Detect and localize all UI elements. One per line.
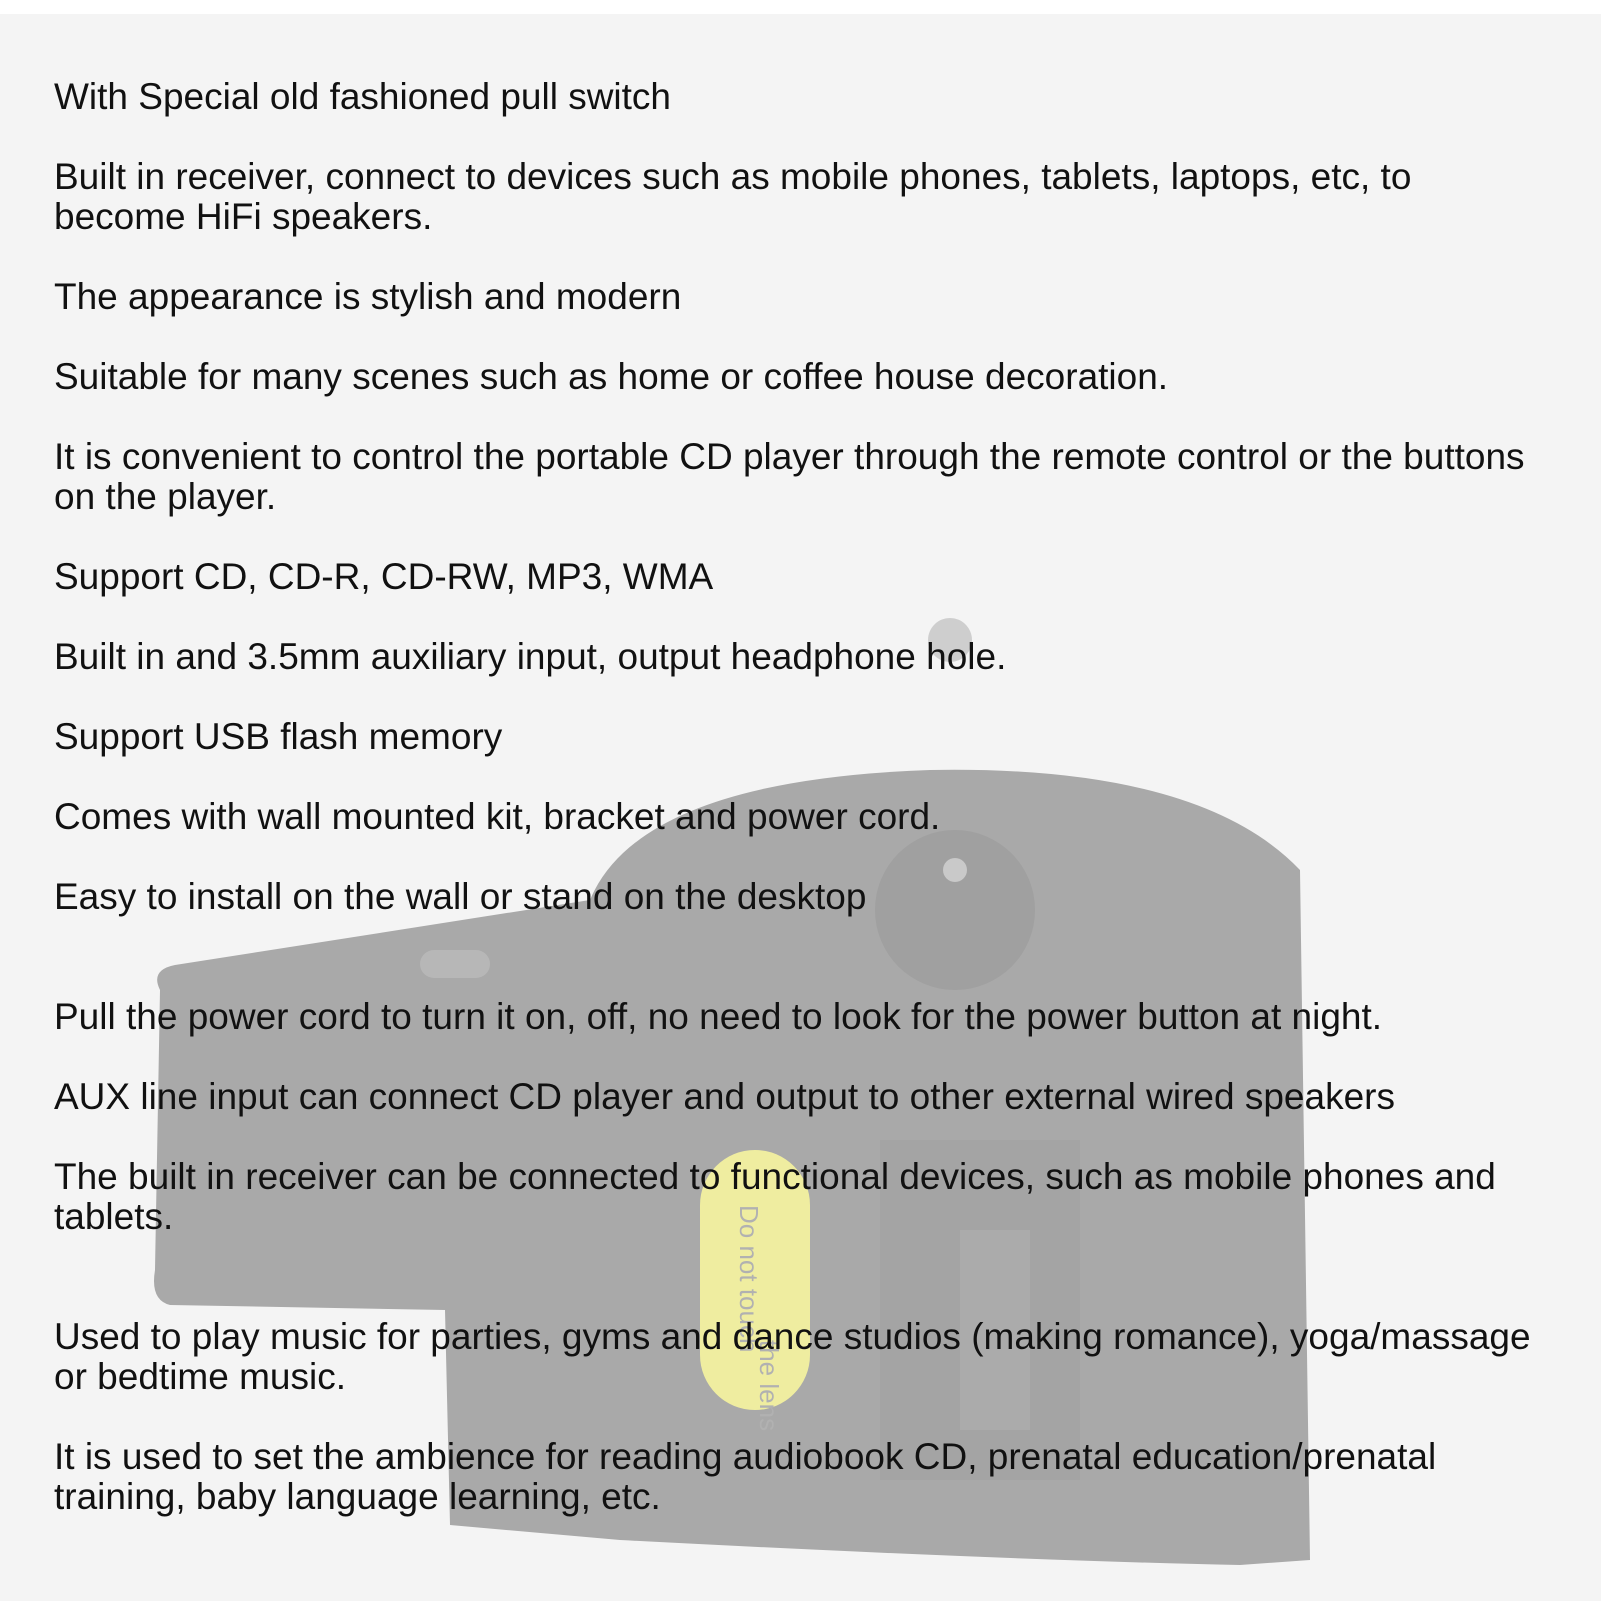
feature-line-11: Pull the power cord to turn it on, off, no need to look for the power button at night. — [54, 996, 1383, 1037]
feature-line-4: Suitable for many scenes such as home or coffee house decoration. — [54, 356, 1169, 397]
feature-line-10: Easy to install on the wall or stand on the desktop — [54, 876, 867, 917]
lens-warning-text-1: Do not touch — [734, 1205, 764, 1353]
feature-line-15: It is used to set the ambience for reading audiobook CD, prenatal education/prenatal — [54, 1436, 1437, 1477]
feature-line-1: With Special old fashioned pull switch — [54, 76, 671, 117]
feature-line-14-cont: or bedtime music. — [54, 1356, 346, 1397]
feature-line-15-cont: training, baby language learning, etc. — [54, 1476, 661, 1517]
feature-line-2: Built in receiver, connect to devices such as mobile phones, tablets, laptops, etc, to — [54, 156, 1412, 197]
feature-line-9: Comes with wall mounted kit, bracket and power cord. — [54, 796, 941, 837]
feature-line-7: Built in and 3.5mm auxiliary input, output headphone hole. — [54, 636, 1007, 677]
feature-line-6: Support CD, CD-R, CD-RW, MP3, WMA — [54, 556, 714, 597]
lens-warning-text-2: the lens — [754, 1340, 784, 1432]
feature-line-13-cont: tablets. — [54, 1196, 174, 1237]
feature-line-3: The appearance is stylish and modern — [54, 276, 682, 317]
feature-line-14: Used to play music for parties, gyms and dance studios (making romance), yoga/massage — [54, 1316, 1531, 1357]
feature-line-8: Support USB flash memory — [54, 716, 503, 757]
feature-line-5: It is convenient to control the portable CD player through the remote control or the buttons — [54, 436, 1525, 477]
feature-line-5-cont: on the player. — [54, 476, 277, 517]
feature-line-2-cont: become HiFi speakers. — [54, 196, 433, 237]
feature-line-12: AUX line input can connect CD player and output to other external wired speakers — [54, 1076, 1395, 1117]
feature-line-13: The built in receiver can be connected to functional devices, such as mobile phones and — [54, 1156, 1496, 1197]
